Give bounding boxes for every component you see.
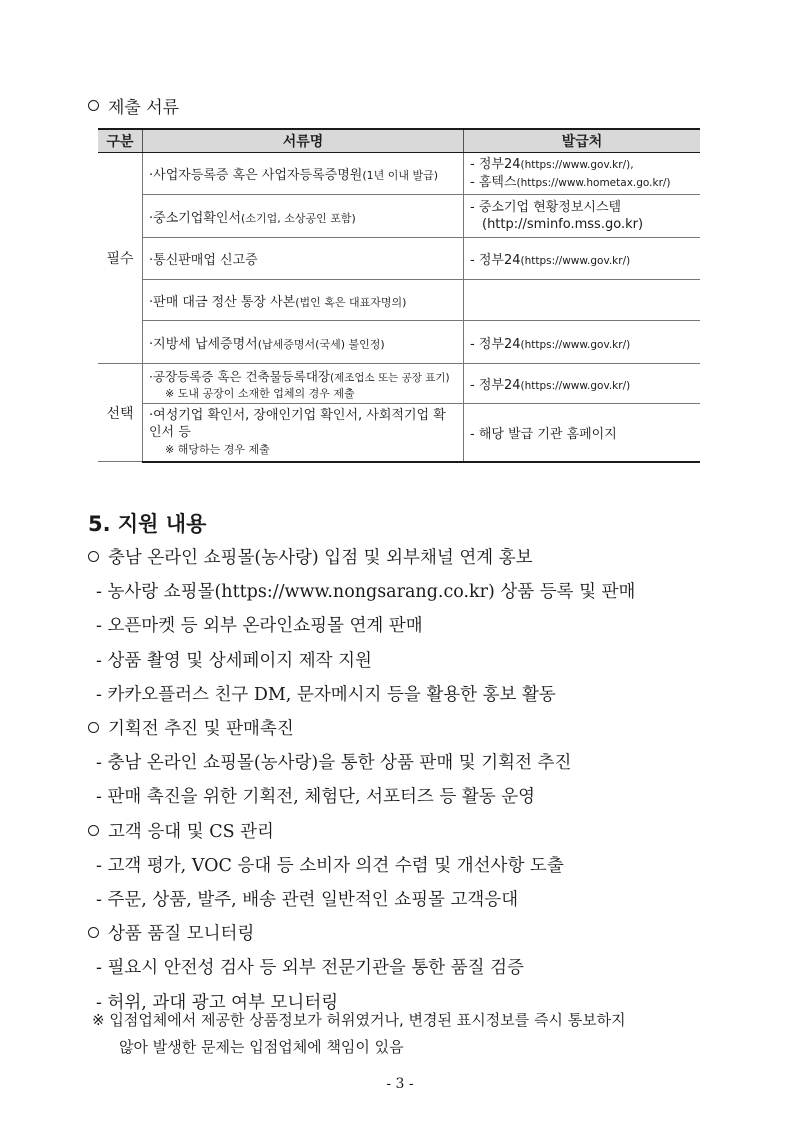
category-optional: 선택 <box>98 364 143 462</box>
dash-item: - 상품 촬영 및 상세페이지 제작 지원 <box>96 651 372 671</box>
circle-item <box>88 920 254 945</box>
table-row <box>98 404 700 462</box>
issuer-cell: - 정부24(https://www.gov.kr/), - 홈텍스(https://www.hometax.go.kr/) <box>464 153 701 195</box>
header-category: 구분 <box>98 129 143 153</box>
issuer-cell: - 정부24(https://www.gov.kr/) <box>464 364 701 404</box>
table-row <box>98 280 700 321</box>
footnote: ※ 입점업체에서 제공한 상품정보가 허위였거나, 변경된 표시정보를 즉시 통보하지 <box>92 1011 626 1029</box>
doc-cell: ·여성기업 확인서, 장애인기업 확인서, 사회적기업 확인서 등 ※ 해당하는 경우 제출 <box>143 404 464 462</box>
footnote-continued: 않아 발생한 문제는 입점업체에 책임이 있음 <box>119 1038 404 1056</box>
table-row <box>98 195 700 238</box>
submit-docs-heading: 제출 서류 <box>88 93 179 118</box>
dash-item: - 고객 평가, VOC 응대 등 소비자 의견 수렴 및 개선사항 도출 <box>96 856 564 876</box>
circle-bullet-icon <box>88 100 99 111</box>
dash-item: - 주문, 상품, 발주, 배송 관련 일반적인 쇼핑몰 고객응대 <box>96 890 519 910</box>
doc-cell: ·사업자등록증 혹은 사업자등록증명원(1년 이내 발급) <box>143 153 464 195</box>
table-row <box>98 321 700 364</box>
circle-item <box>88 715 294 740</box>
issuer-cell: - 중소기업 현황정보시스템 (http://sminfo.mss.go.kr) <box>464 195 701 238</box>
header-document: 서류명 <box>143 129 464 153</box>
dash-item: - 필요시 안전성 검사 등 외부 전문기관을 통한 품질 검증 <box>96 958 524 978</box>
table-row <box>98 364 700 404</box>
doc-cell: ·지방세 납세증명서(납세증명서(국세) 불인정) <box>143 321 464 364</box>
dash-item: - 오픈마켓 등 외부 온라인쇼핑몰 연계 판매 <box>96 616 423 636</box>
issuer-cell: - 해당 발급 기관 홈페이지 <box>464 404 701 462</box>
circle-bullet-icon <box>88 825 99 836</box>
item-text: 상품 품질 모니터링 <box>108 924 255 944</box>
dash-item: - 충남 온라인 쇼핑몰(농사랑)을 통한 상품 판매 및 기획전 추진 <box>96 753 572 773</box>
page-number: - 3 - <box>386 1076 414 1092</box>
issuer-cell-empty <box>464 280 701 321</box>
table-row <box>98 238 700 280</box>
table-header-row <box>98 129 700 153</box>
dash-item: - 농사랑 쇼핑몰(https://www.nongsarang.co.kr) 상품 등록 및 판매 <box>96 582 636 602</box>
item-text: 충남 온라인 쇼핑몰(농사랑) 입점 및 외부채널 연계 홍보 <box>108 548 533 568</box>
item-text: 기획전 추진 및 판매촉진 <box>108 719 294 739</box>
item-text: 고객 응대 및 CS 관리 <box>108 822 274 842</box>
circle-bullet-icon <box>88 551 99 562</box>
section-title: 5. 지원 내용 <box>88 512 207 536</box>
table-row <box>98 153 700 195</box>
issuer-cell: - 정부24(https://www.gov.kr/) <box>464 321 701 364</box>
dash-item: - 판매 촉진을 위한 기획전, 체험단, 서포터즈 등 활동 운영 <box>96 787 536 807</box>
doc-cell: ·중소기업확인서(소기업, 소상공인 포함) <box>143 195 464 238</box>
doc-cell: ·판매 대금 정산 통장 사본(법인 혹은 대표자명의) <box>143 280 464 321</box>
doc-cell: ·통신판매업 신고증 <box>143 238 464 280</box>
doc-cell: ·공장등록증 혹은 건축물등록대장(제조업소 또는 공장 표기) ※ 도내 공장이 소재한 업체의 경우 제출 <box>143 364 464 404</box>
circle-bullet-icon <box>88 722 99 733</box>
submission-documents-table <box>98 128 700 463</box>
dash-item: - 카카오플러스 친구 DM, 문자메시지 등을 활용한 홍보 활동 <box>96 685 556 705</box>
category-required: 필수 <box>98 153 143 364</box>
circle-item <box>88 818 274 843</box>
header-issuer: 발급처 <box>464 129 701 153</box>
issuer-cell: - 정부24(https://www.gov.kr/) <box>464 238 701 280</box>
circle-bullet-icon <box>88 927 99 938</box>
dash-item: - 허위, 과대 광고 여부 모니터링 <box>96 993 339 1013</box>
circle-item <box>88 544 533 569</box>
